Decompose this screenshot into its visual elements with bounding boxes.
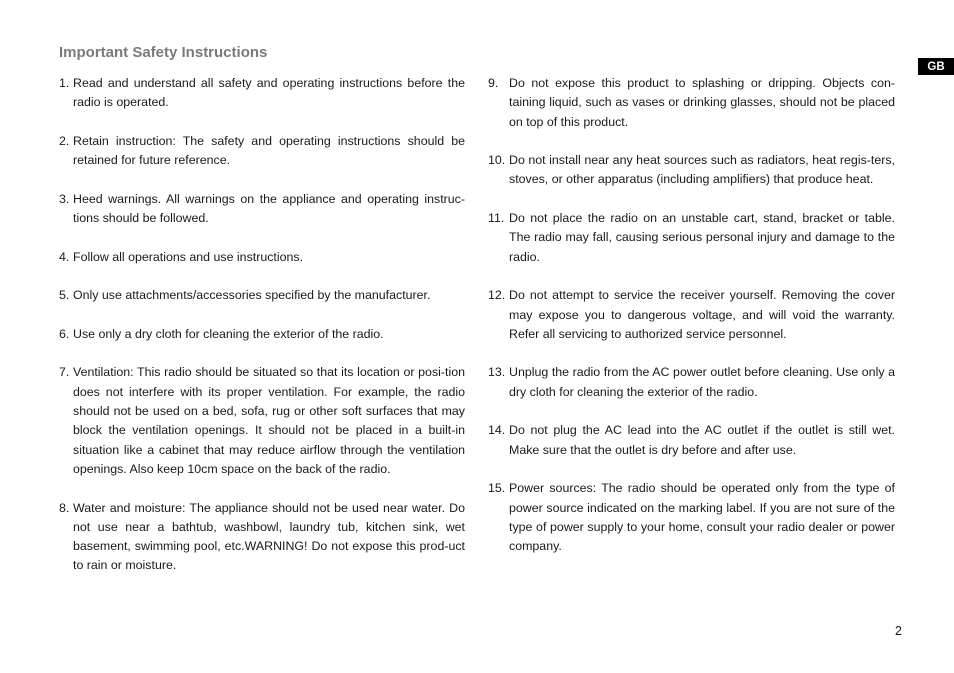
item-number: 1. bbox=[59, 76, 70, 90]
language-badge: GB bbox=[918, 58, 954, 75]
item-number: 12. bbox=[488, 288, 506, 303]
item-text: Power sources: The radio should be operated only from the type of power source indicated on the marking label. If you are not sure of the type of power supply to your home, consult your radio dealer or power company. bbox=[509, 481, 895, 554]
list-item bbox=[59, 286, 465, 305]
item-text: Ventilation: This radio should be situated so that its location or posi-tion does not interfere with its proper ventilation. For example, the radio should not be used on a bed, sofa, rug or other soft surfaces that may block the ventilation openings. It should not be placed in a built-in situation like a cabinet that may reduce airflow through the ventilation openings. Also keep 10cm space on the back of the radio. bbox=[73, 365, 465, 476]
item-number: 8. bbox=[59, 500, 70, 515]
item-text: Follow all operations and use instructions. bbox=[73, 249, 304, 264]
item-text: Water and moisture: The appliance should not be used near water. Do not use near a bathtub, washbowl, laundry tub, kitchen sink, wet basement, swimming pool, etc.WARNING! Do not expose this prod-uct to rain or moisture. bbox=[73, 500, 465, 573]
item-number: 10. bbox=[488, 153, 506, 168]
item-text: Use only a dry cloth for cleaning the exterior of the radio. bbox=[73, 326, 384, 341]
instructions-list-right bbox=[488, 74, 895, 576]
item-number: 6. bbox=[59, 326, 70, 341]
list-item bbox=[59, 363, 465, 479]
item-number: 4. bbox=[59, 249, 70, 264]
item-text: Only use attachments/accessories specified by the manufacturer. bbox=[73, 288, 431, 303]
item-text: Read and understand all safety and operating instructions before the radio is operated. bbox=[73, 76, 465, 110]
item-text: Do not place the radio on an unstable cart, stand, bracket or table. The radio may fall, causing serious personal injury and damage to the radio. bbox=[509, 211, 895, 264]
item-number: 7. bbox=[59, 365, 70, 380]
item-text: Do not plug the AC lead into the AC outlet if the outlet is still wet. Make sure that the outlet is dry before and after use. bbox=[509, 423, 895, 457]
list-item bbox=[59, 248, 465, 267]
list-item bbox=[488, 363, 895, 402]
item-text: Heed warnings. All warnings on the appliance and operating instruc-tions should be followed. bbox=[73, 191, 465, 226]
item-number: 14. bbox=[488, 423, 506, 438]
list-item bbox=[59, 190, 465, 229]
item-number: 15. bbox=[488, 481, 506, 496]
item-number: 11. bbox=[488, 211, 505, 226]
list-item bbox=[488, 151, 895, 190]
list-item bbox=[488, 286, 895, 344]
item-text: Do not attempt to service the receiver yourself. Removing the cover may expose you to dangerous voltage, and will void the warranty. Refer all servicing to authorized service personnel. bbox=[509, 288, 895, 341]
item-number: 5. bbox=[59, 288, 70, 303]
item-text: Retain instruction: The safety and operating instructions should be retained for future reference. bbox=[73, 133, 465, 168]
list-item bbox=[59, 132, 465, 171]
list-item bbox=[488, 209, 895, 267]
list-item bbox=[59, 499, 465, 576]
list-item bbox=[488, 421, 895, 460]
item-number: 9. bbox=[488, 76, 499, 90]
list-item bbox=[488, 479, 895, 556]
page-number: 2 bbox=[895, 624, 902, 638]
instructions-list-left bbox=[59, 74, 465, 595]
list-item bbox=[488, 74, 895, 132]
item-text: Unplug the radio from the AC power outlet before cleaning. Use only a dry cloth for cleaning the exterior of the radio. bbox=[509, 365, 895, 399]
item-number: 3. bbox=[59, 191, 70, 206]
item-number: 2. bbox=[59, 133, 70, 148]
item-text: Do not install near any heat sources such as radiators, heat regis-ters, stoves, or other apparatus (including amplifiers) that produce heat. bbox=[509, 153, 895, 187]
list-item bbox=[59, 325, 465, 344]
item-number: 13. bbox=[488, 365, 506, 380]
list-item bbox=[59, 74, 465, 113]
item-text: Do not expose this product to splashing or dripping. Objects con-taining liquid, such as vases or drinking glasses, should not be placed on top of this product. bbox=[509, 76, 895, 129]
page-title: Important Safety Instructions bbox=[59, 44, 268, 61]
